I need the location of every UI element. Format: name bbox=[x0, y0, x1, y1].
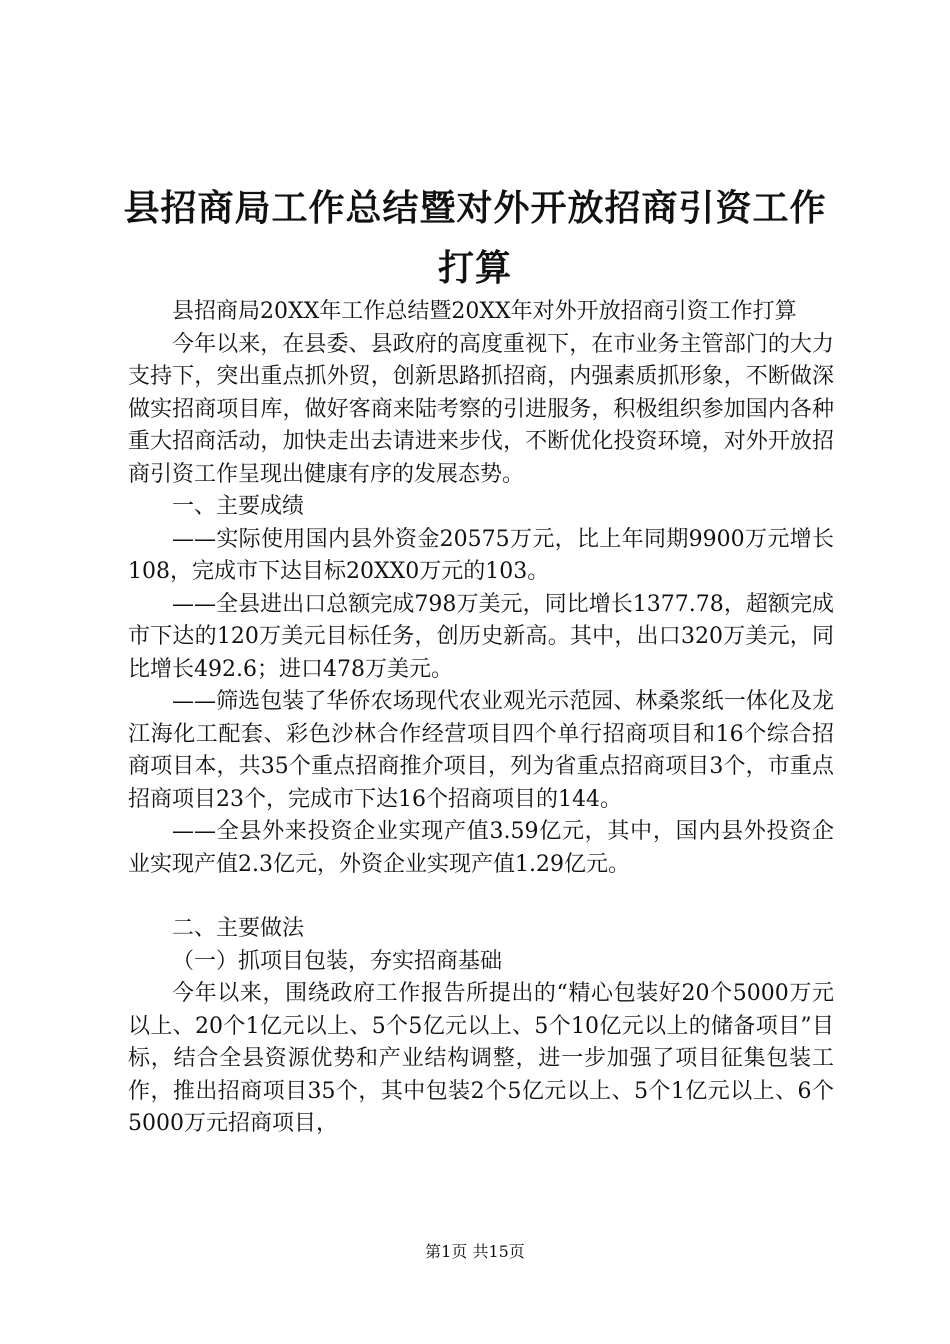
document-title: 县招商局工作总结暨对外开放招商引资工作打算 bbox=[123, 187, 827, 289]
paragraph-subtitle: 县招商局20XX年工作总结暨20XX年对外开放招商引资工作打算 bbox=[172, 299, 797, 324]
subsection-heading-packaging: （一）抓项目包装，夯实招商基础 bbox=[172, 948, 503, 974]
paragraph-packaging: 今年以来，围绕政府工作报告所提出的“精心包装好20个5000万元以上、20个1亿元以上、5个5亿元以上、5个10亿元以上的储备项目”目标，结合全县资源优势和产业结构调整，进一步加强了项目征集包装工作，推出招商项目35个，其中包装2个5亿元以上、5个1亿元以上、6个5000万元招商项目， bbox=[128, 981, 834, 1136]
paragraph-spacer bbox=[128, 881, 834, 913]
paragraph-achievement-output: ——全县外来投资企业实现产值3.59亿元，其中，国内县外投资企业实现产值2.3亿元，外资企业实现产值1.29亿元。 bbox=[128, 819, 834, 877]
section-heading-methods: 二、主要做法 bbox=[172, 916, 305, 941]
paragraph-achievement-trade: ——全县进出口总额完成798万美元，同比增长1377.78，超额完成市下达的120万美元目标任务，创历史新高。其中，出口320万美元，同比增长492.6；进口478万美元。 bbox=[128, 591, 834, 682]
paragraph-achievement-funds: ——实际使用国内县外资金20575万元，比上年同期9900万元增长108，完成市下达目标20XX0万元的103。 bbox=[128, 526, 834, 584]
paragraph-achievement-projects: ——筛选包装了华侨农场现代农业观光示范园、林桑浆纸一体化及龙江海化工配套、彩色沙林合作经营项目四个单行招商项目和16个综合招商项目本，共35个重点招商推介项目，列为省重点招商项目3个，市重点招商项目23个，完成市下达16个招商项目的144。 bbox=[128, 689, 834, 812]
paragraph-intro: 今年以来，在县委、县政府的高度重视下，在市业务主管部门的大力支持下，突出重点抓外贸，创新思路抓招商，内强素质抓形象，不断做深做实招商项目库，做好客商来陆考察的引进服务，积极组织参加国内各种重大招商活动，加快走出去请进来步伐，不断优化投资环境，对外开放招商引资工作呈现出健康有序的发展态势。 bbox=[128, 331, 834, 487]
page-number: 第1页 共15页 bbox=[425, 1242, 525, 1261]
document-body bbox=[128, 296, 834, 1141]
section-heading-achievements: 一、主要成绩 bbox=[172, 494, 305, 519]
